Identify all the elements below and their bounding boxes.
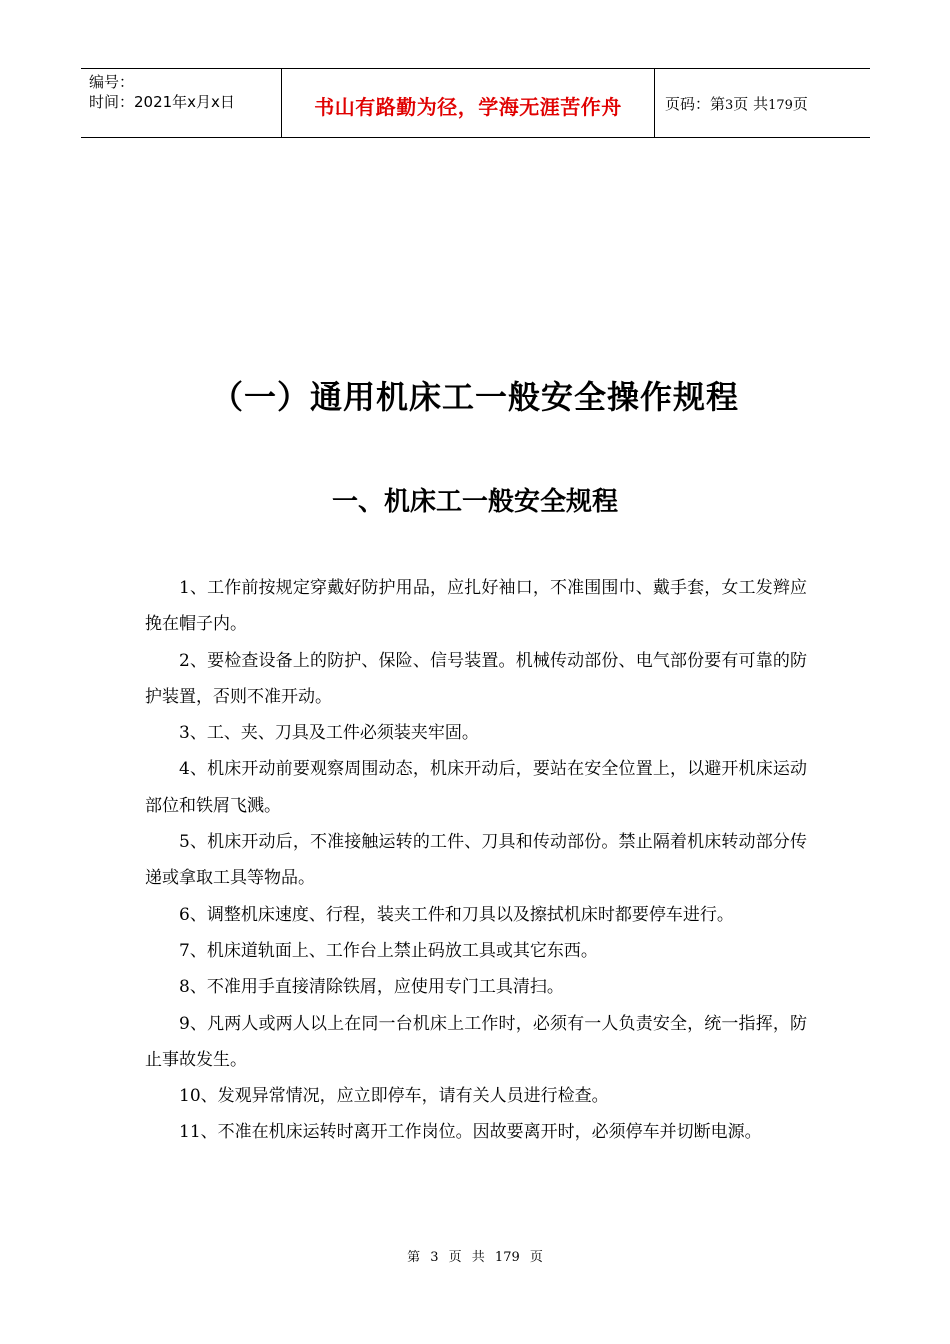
motto-text: 书山有路勤为径，学海无涯苦作舟: [314, 95, 622, 119]
paragraph: 5、机床开动后，不准接触运转的工件、刀具和传动部份。禁止隔着机床转动部分传递或拿取工具等物品。: [145, 832, 807, 889]
header-motto-cell: [282, 69, 655, 137]
date-label: 时间：2021年x月x日: [89, 93, 235, 111]
paragraph: 4、机床开动前要观察周围动态，机床开动后，要站在安全位置上，以避开机床运动部位和铁屑飞溅。: [145, 759, 807, 816]
paragraph: 10、发观异常情况，应立即停车，请有关人员进行检查。: [179, 1086, 609, 1107]
paragraph: 9、凡两人或两人以上在同一台机床上工作时，必须有一人负责安全，统一指挥，防止事故发生。: [145, 1013, 807, 1070]
number-label: 编号：: [89, 73, 135, 91]
pager-mid: 页 共: [733, 95, 769, 113]
pager-current-page: 3: [725, 98, 734, 113]
document-title: （一）通用机床工一般安全操作规程: [210, 378, 739, 416]
paragraph: 11、不准在机床运转时离开工作岗位。因故要离开时，必须停车并切断电源。: [179, 1122, 762, 1143]
page-footer: 第 3 页 共 179 页: [407, 1250, 543, 1265]
paragraph: 8、不准用手直接清除铁屑，应使用专门工具清扫。: [179, 977, 564, 998]
paragraph: 1、工作前按规定穿戴好防护用品，应扎好袖口，不准围围巾、戴手套，女工发辫应挽在帽子内。: [145, 578, 807, 635]
paragraph: 2、要检查设备上的防护、保险、信号装置。机械传动部份、电气部份要有可靠的防护装置，否则不准开动。: [145, 650, 807, 707]
page-header: [81, 68, 870, 138]
paragraph: 3、工、夹、刀具及工件必须装夹牢固。: [179, 723, 479, 744]
header-info-cell: [81, 69, 282, 137]
document-body: [145, 570, 807, 1151]
paragraph: 6、调整机床速度、行程，装夹工件和刀具以及擦拭机床时都要停车进行。: [179, 904, 734, 925]
header-pager-cell: [655, 69, 870, 137]
section-title: 一、机床工一般安全规程: [331, 487, 618, 517]
pager-suffix: 页: [792, 95, 808, 113]
pager-prefix: 页码：第: [665, 95, 726, 113]
pager-total-pages: 179: [768, 98, 793, 113]
paragraph: 7、机床道轨面上、工作台上禁止码放工具或其它东西。: [179, 940, 598, 961]
page-counter: [665, 93, 808, 114]
